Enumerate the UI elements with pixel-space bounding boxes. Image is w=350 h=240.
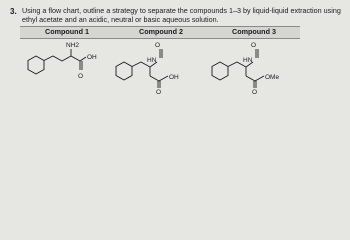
hydroxyl-label: OH: [169, 74, 179, 81]
compound-3-header: Compound 3: [232, 27, 276, 36]
question-text-line-2: ethyl acetate and an acidic, neutral or basic aqueous solution.: [22, 15, 219, 24]
hydroxyl-label: OH: [87, 54, 97, 61]
carbonyl-oxygen: O: [78, 73, 84, 80]
worksheet-page: [0, 0, 350, 94]
nh-label: HN: [147, 57, 157, 64]
compound-2-header: Compound 2: [139, 27, 183, 36]
question-number: 3.: [10, 7, 17, 16]
amine-label: NH2: [66, 42, 80, 49]
amide-oxygen: O: [251, 42, 257, 49]
compound-2-structure: [112, 38, 206, 96]
amide-oxygen: O: [155, 42, 161, 49]
compound-1-header: Compound 1: [45, 27, 89, 36]
compound-1-structure: [24, 38, 106, 92]
nh-label: HN: [243, 57, 253, 64]
methoxy-label: OMe: [265, 74, 280, 81]
compound-3-structure: [208, 38, 300, 96]
ester-oxygen: O: [252, 89, 258, 96]
acid-oxygen: O: [156, 89, 162, 96]
question-text-line-1: Using a flow chart, outline a strategy to separate the compounds 1–3 by liquid-liquid extraction using: [22, 6, 341, 15]
